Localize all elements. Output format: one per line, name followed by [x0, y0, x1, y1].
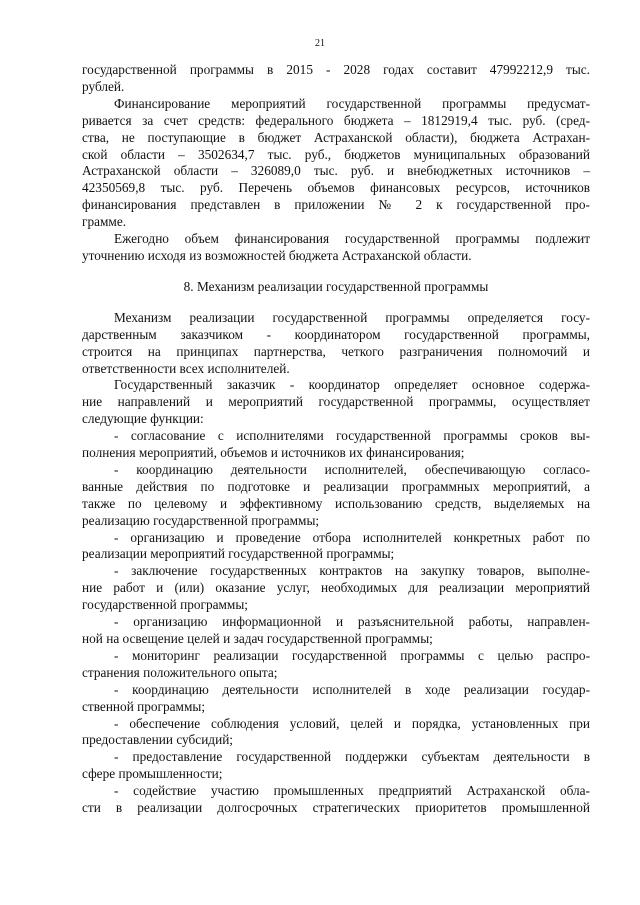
text-line: полнения мероприятий, объемов и источников их финансирования;: [82, 445, 465, 461]
paragraph: [82, 716, 590, 750]
text-line: - содействие участию промышленных предприятий Астраханской обла-: [114, 783, 590, 799]
text-line: Астраханской области – 326089,0 тыс. руб. и внебюджетных источников –: [82, 163, 590, 179]
text-line: следующие функции:: [82, 411, 204, 427]
paragraph: [82, 783, 590, 817]
text-line: Ежегодно объем финансирования государственной программы подлежит: [114, 231, 590, 247]
text-line: предоставлении субсидий;: [82, 732, 233, 748]
text-line: финансирования представлен в приложении № 2 к государственной про-: [82, 197, 590, 213]
text-line: сфере промышленности;: [82, 766, 223, 782]
text-line: ванные действия по подготовке и реализации программных мероприятий, а: [82, 478, 590, 494]
text-line: строится на принципах партнерства, четкого разграничения полномочий и: [82, 343, 590, 359]
paragraph: [82, 563, 590, 614]
text-line: сти в реализации долгосрочных стратегических приоритетов промышленной: [82, 800, 590, 816]
text-line: - мониторинг реализации государственной программы с целью распро-: [114, 647, 590, 663]
page-number: 21: [315, 38, 325, 49]
text-line: уточнению исходя из возможностей бюджета Астраханской области.: [82, 247, 472, 263]
text-line: Механизм реализации государственной программы определяется госу-: [114, 309, 590, 325]
text-line: также по целевому и эффективному использованию средств, выделяемых на: [82, 495, 590, 511]
text-line: ской области – 3502634,7 тыс. руб., бюджетов муниципальных образований: [82, 146, 590, 162]
section-heading: 8. Механизм реализации государственной программы: [183, 278, 489, 294]
text-line: ние направлений и мероприятий государственной программы, осуществляет: [82, 394, 590, 410]
text-line: ственной программы;: [82, 698, 206, 714]
text-line: - заключение государственных контрактов на закупку товаров, выполне-: [114, 563, 590, 579]
paragraph: [82, 462, 590, 530]
text-line: рублей.: [82, 78, 125, 94]
paragraph: [82, 62, 590, 96]
text-line: реализацию государственной программы;: [82, 512, 320, 528]
paragraph: [82, 648, 590, 682]
text-line: дарственным заказчиком - координатором государственной программы,: [82, 326, 590, 342]
paragraphs-before-heading: [82, 62, 590, 265]
text-line: странения положительного опыта;: [82, 664, 278, 680]
text-line: - согласование с исполнителями государственной программы сроков вы-: [114, 428, 590, 444]
text-line: ривается за счет средств: федерального бюджета – 1812919,4 тыс. руб. (сред-: [82, 112, 590, 128]
paragraph: [82, 377, 590, 428]
text-line: - координацию деятельности исполнителей, обеспечивающую согласо-: [114, 461, 590, 477]
text-line: - обеспечение соблюдения условий, целей и порядка, установленных при: [114, 715, 590, 731]
text-line: грамме.: [82, 214, 127, 230]
text-line: ние работ и (или) оказание услуг, необходимых для реализации мероприятий: [82, 580, 590, 596]
paragraph: [82, 428, 590, 462]
text-line: государственной программы;: [82, 597, 248, 613]
text-line: государственной программы в 2015 - 2028 годах составит 47992212,9 тыс.: [82, 62, 590, 77]
text-line: - организацию и проведение отбора исполнителей конкретных работ по: [114, 529, 590, 545]
text-line: реализации мероприятий государственной программы;: [82, 546, 395, 562]
paragraphs-after-heading: [82, 310, 590, 817]
paragraph: [82, 310, 590, 378]
document-body: [82, 62, 590, 817]
text-line: - предоставление государственной поддержки субъектам деятельности в: [114, 749, 590, 765]
paragraph: [82, 96, 590, 231]
text-line: 42350569,8 тыс. руб. Перечень объемов финансовых ресурсов, источников: [82, 180, 590, 196]
text-line: Финансирование мероприятий государственной программы предусмат-: [114, 95, 590, 111]
text-line: - организацию информационной и разъяснительной работы, направлен-: [114, 614, 590, 630]
paragraph: [82, 614, 590, 648]
text-line: Государственный заказчик - координатор определяет основное содержа-: [114, 377, 590, 393]
paragraph: [82, 231, 590, 265]
paragraph: [82, 530, 590, 564]
text-line: - координацию деятельности исполнителей в ходе реализации государ-: [114, 681, 590, 697]
text-line: ства, не поступающие в бюджет Астраханской области), бюджета Астрахан-: [82, 129, 590, 145]
text-line: ответственности всех исполнителей.: [82, 360, 290, 376]
paragraph: [82, 749, 590, 783]
text-line: ной на освещение целей и задач государственной программы;: [82, 631, 433, 646]
paragraph: [82, 682, 590, 716]
